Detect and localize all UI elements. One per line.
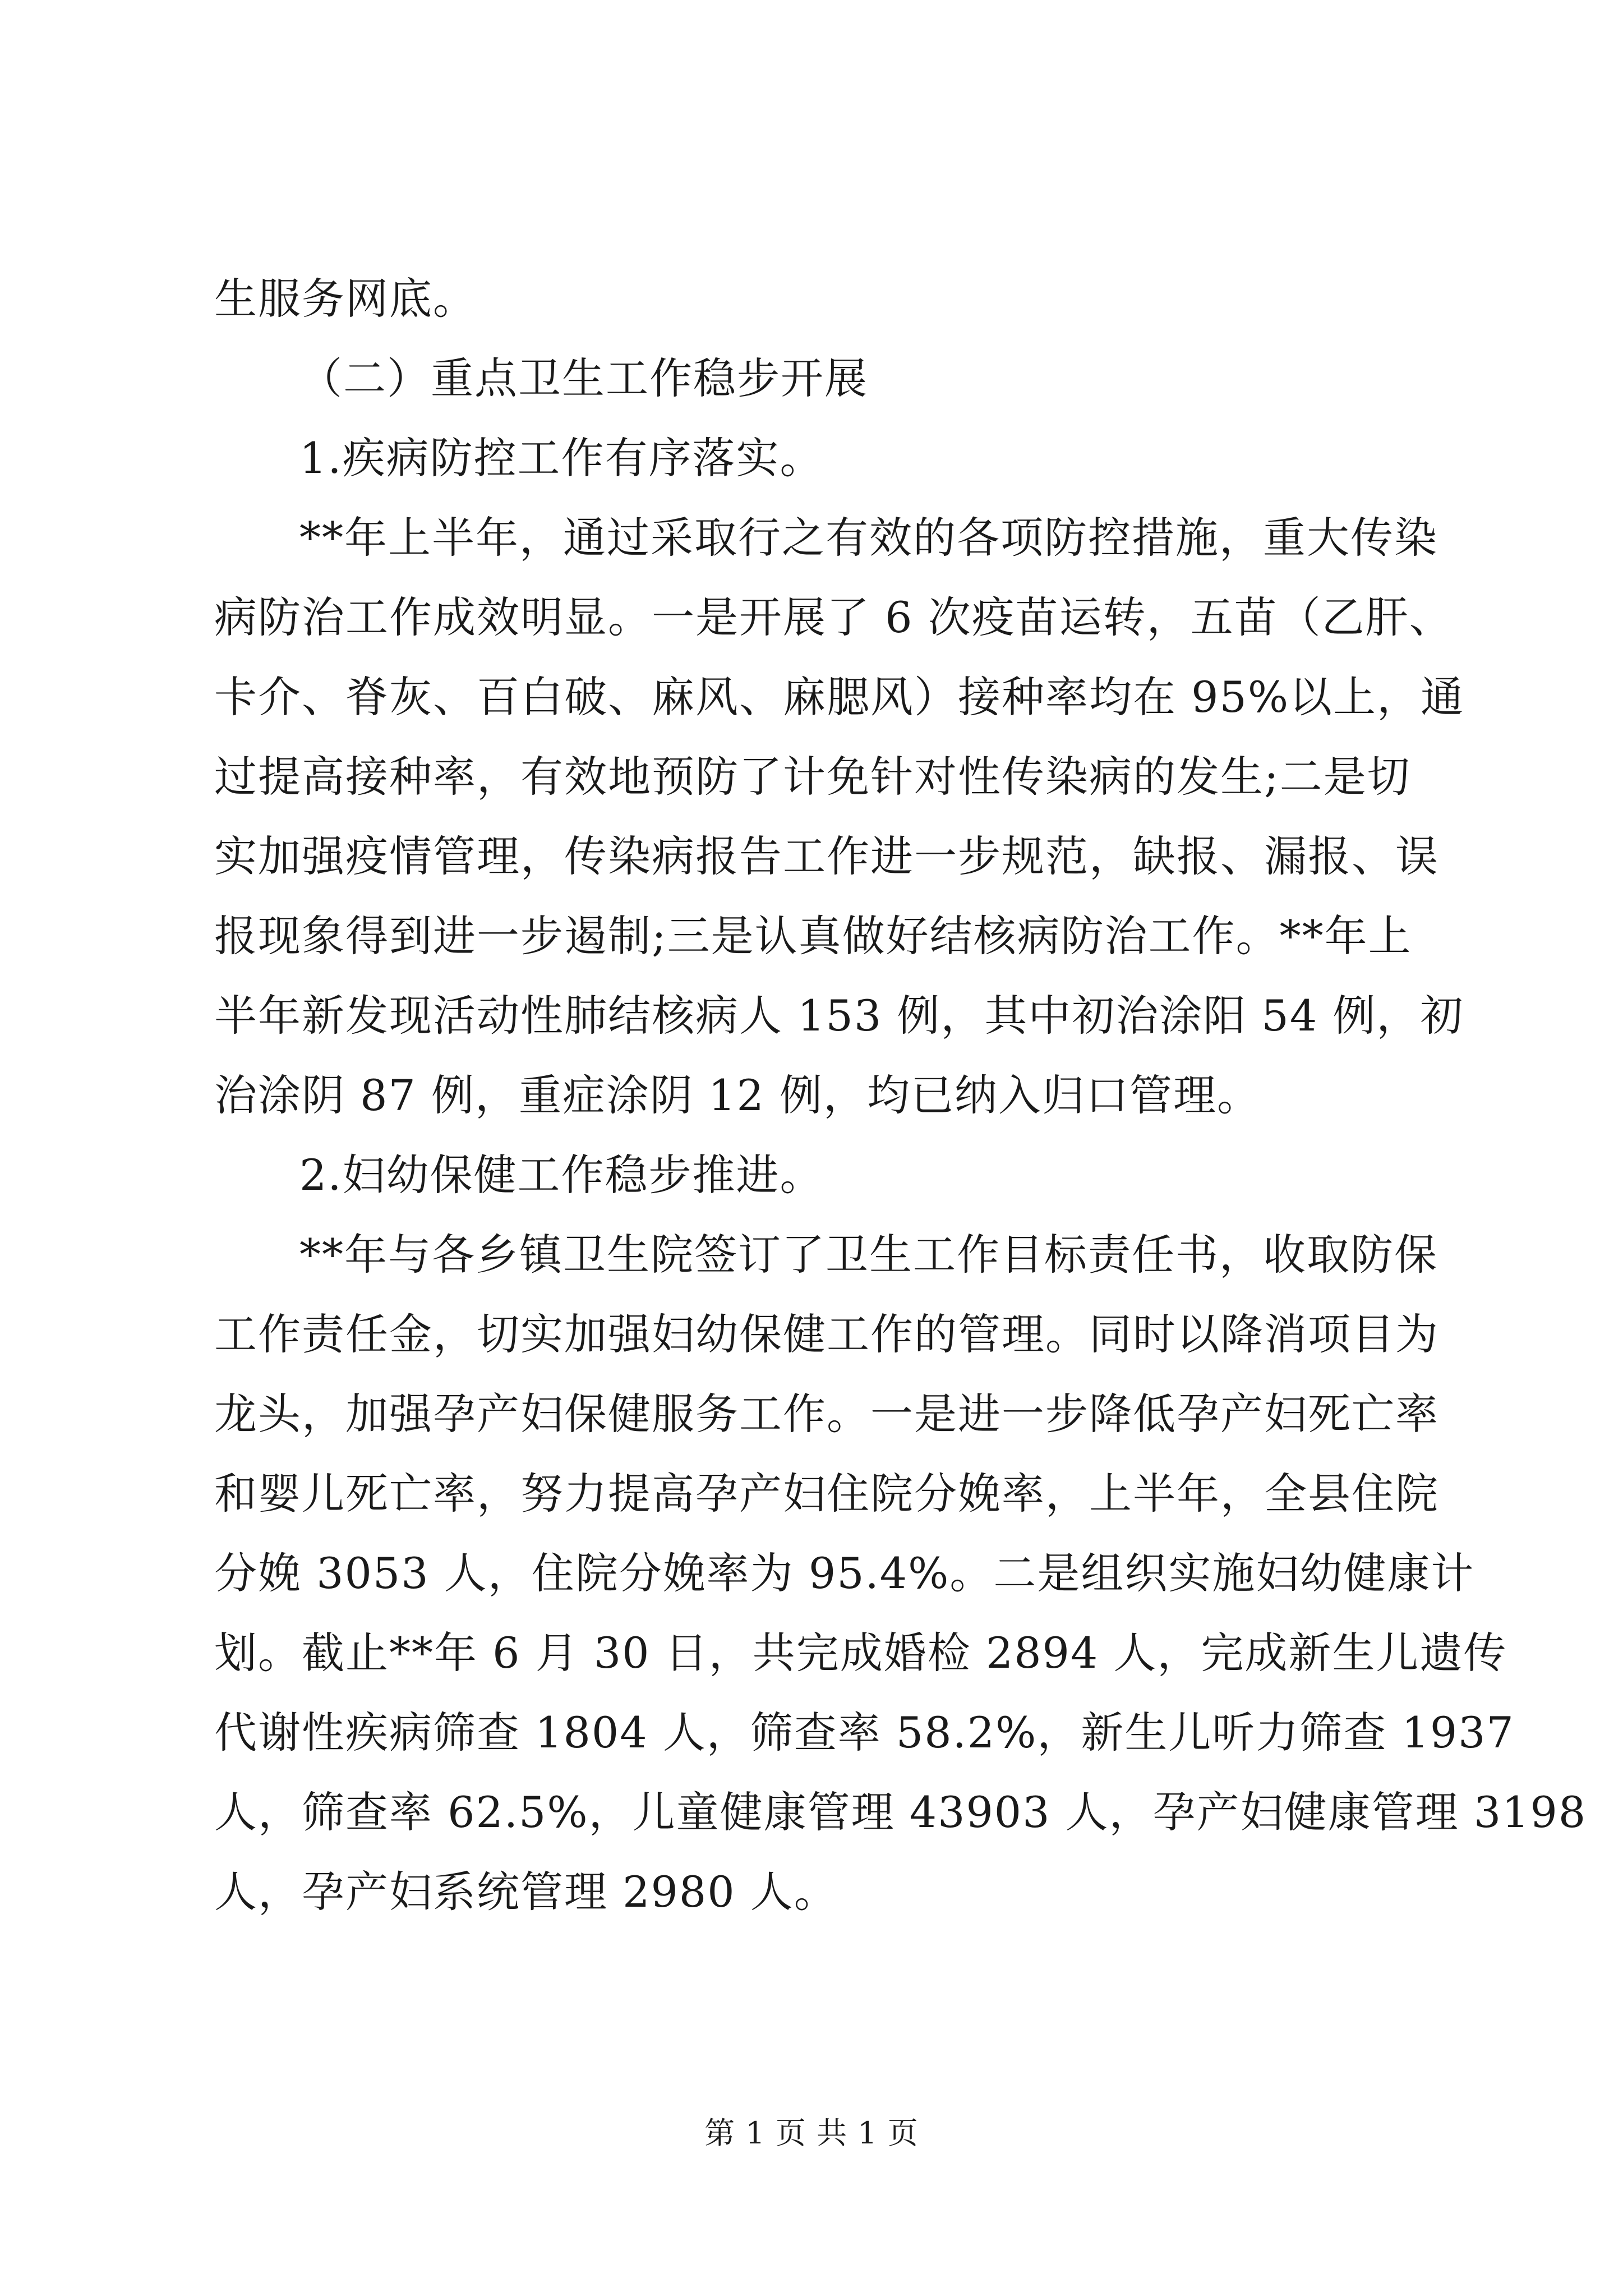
text-line: 分娩 3053 人，住院分娩率为 95.4%。二是组织实施妇幼健康计 [214, 1548, 1475, 1598]
text-line: 人，孕产妇系统管理 2980 人。 [214, 1867, 838, 1917]
text-line: 人，筛查率 62.5%，儿童健康管理 43903 人，孕产妇健康管理 3198 [214, 1787, 1587, 1837]
subsection-heading: 1.疾病防控工作有序落实。 [299, 433, 824, 483]
text-line: **年与各乡镇卫生院签订了卫生工作目标责任书，收取防保 [299, 1230, 1438, 1280]
page-number-footer: 第 1 页 共 1 页 [704, 2115, 919, 2151]
text-line: 代谢性疾病筛查 1804 人，筛查率 58.2%，新生儿听力筛查 1937 [214, 1708, 1515, 1757]
text-line: 实加强疫情管理，传染病报告工作进一步规范，缺报、漏报、误 [214, 831, 1439, 881]
text-line: 过提高接种率，有效地预防了计免针对性传染病的发生;二是切 [214, 752, 1411, 802]
text-line: 和婴儿死亡率，努力提高孕产妇住院分娩率，上半年，全县住院 [214, 1469, 1439, 1519]
text-line: 病防治工作成效明显。一是开展了 6 次疫苗运转，五苗（乙肝、 [214, 592, 1453, 642]
text-line: 半年新发现活动性肺结核病人 153 例，其中初治涂阳 54 例，初 [214, 991, 1464, 1041]
text-line: 划。截止**年 6 月 30 日，共完成婚检 2894 人，完成新生儿遗传 [214, 1628, 1507, 1678]
text-line: 治涂阴 87 例，重症涂阴 12 例，均已纳入归口管理。 [214, 1070, 1261, 1120]
text-line: 生服务网底。 [214, 274, 477, 324]
text-line: 报现象得到进一步遏制;三是认真做好结核病防治工作。**年上 [214, 911, 1412, 961]
document-body [214, 259, 1587, 1932]
text-line: 龙头，加强孕产妇保健服务工作。一是进一步降低孕产妇死亡率 [214, 1389, 1439, 1439]
subsection-heading: 2.妇幼保健工作稳步推进。 [299, 1150, 824, 1200]
text-line: **年上半年，通过采取行之有效的各项防控措施，重大传染 [299, 513, 1438, 563]
text-line: 卡介、脊灰、百白破、麻风、麻腮风）接种率均在 95%以上，通 [214, 672, 1465, 722]
section-heading: （二）重点卫生工作稳步开展 [299, 353, 868, 403]
text-line: 工作责任金，切实加强妇幼保健工作的管理。同时以降消项目为 [214, 1309, 1439, 1359]
